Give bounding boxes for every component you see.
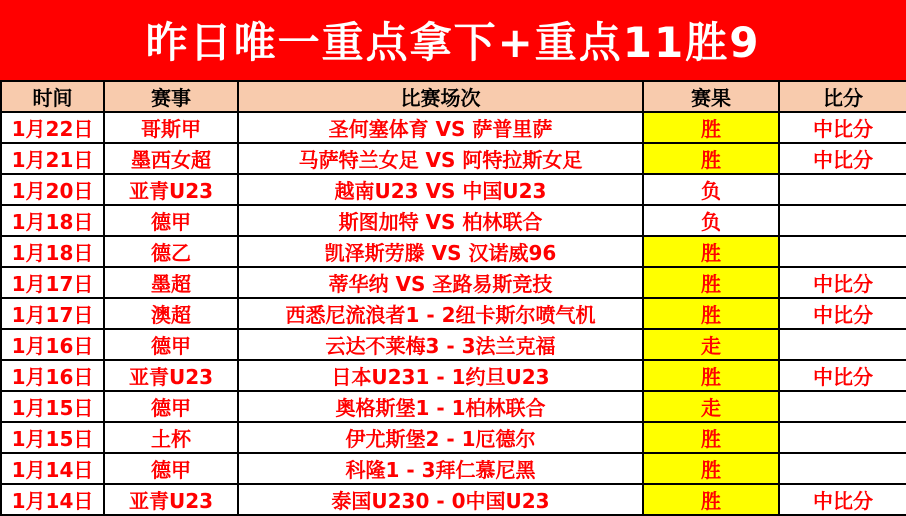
score-cell	[779, 174, 906, 205]
match-cell: 圣何塞体育 VS 萨普里萨	[238, 112, 643, 143]
header-time: 时间	[1, 81, 104, 112]
table-row	[1, 298, 906, 329]
result-cell: 负	[643, 174, 779, 205]
results-tbody	[1, 112, 906, 515]
result-cell: 胜	[643, 267, 779, 298]
league-cell: 亚青U23	[104, 484, 238, 515]
date-cell: 1月16日	[1, 329, 104, 360]
date-cell: 1月15日	[1, 422, 104, 453]
result-cell: 负	[643, 205, 779, 236]
date-cell: 1月15日	[1, 391, 104, 422]
match-cell: 斯图加特 VS 柏林联合	[238, 205, 643, 236]
score-cell	[779, 422, 906, 453]
date-cell: 1月22日	[1, 112, 104, 143]
table-row	[1, 267, 906, 298]
score-cell	[779, 453, 906, 484]
header-row	[1, 81, 906, 112]
date-cell: 1月17日	[1, 267, 104, 298]
league-cell: 土杯	[104, 422, 238, 453]
score-cell: 中比分	[779, 267, 906, 298]
result-cell: 走	[643, 391, 779, 422]
table-row	[1, 205, 906, 236]
score-cell: 中比分	[779, 298, 906, 329]
table-row	[1, 484, 906, 515]
date-cell: 1月14日	[1, 484, 104, 515]
score-cell: 中比分	[779, 360, 906, 391]
result-cell: 胜	[643, 112, 779, 143]
league-cell: 墨西女超	[104, 143, 238, 174]
league-cell: 墨超	[104, 267, 238, 298]
table-row	[1, 422, 906, 453]
table-row	[1, 143, 906, 174]
match-cell: 云达不莱梅3 - 3法兰克福	[238, 329, 643, 360]
date-cell: 1月17日	[1, 298, 104, 329]
result-cell: 胜	[643, 298, 779, 329]
table-row	[1, 391, 906, 422]
table-row	[1, 360, 906, 391]
league-cell: 澳超	[104, 298, 238, 329]
table-row	[1, 329, 906, 360]
score-cell	[779, 205, 906, 236]
result-cell: 胜	[643, 484, 779, 515]
match-cell: 蒂华纳 VS 圣路易斯竞技	[238, 267, 643, 298]
header-league: 赛事	[104, 81, 238, 112]
banner-title: 昨日唯一重点拿下+重点11胜9	[145, 18, 761, 67]
table-row	[1, 174, 906, 205]
match-cell: 日本U231 - 1约旦U23	[238, 360, 643, 391]
score-cell: 中比分	[779, 143, 906, 174]
league-cell: 德甲	[104, 205, 238, 236]
result-cell: 胜	[643, 143, 779, 174]
match-cell: 西悉尼流浪者1 - 2纽卡斯尔喷气机	[238, 298, 643, 329]
result-cell: 胜	[643, 360, 779, 391]
league-cell: 亚青U23	[104, 360, 238, 391]
table-row	[1, 236, 906, 267]
match-cell: 凯泽斯劳滕 VS 汉诺威96	[238, 236, 643, 267]
league-cell: 哥斯甲	[104, 112, 238, 143]
banner	[0, 0, 906, 80]
date-cell: 1月14日	[1, 453, 104, 484]
score-cell	[779, 329, 906, 360]
match-cell: 泰国U230 - 0中国U23	[238, 484, 643, 515]
league-cell: 亚青U23	[104, 174, 238, 205]
header-match: 比赛场次	[238, 81, 643, 112]
date-cell: 1月16日	[1, 360, 104, 391]
results-table	[0, 80, 906, 516]
result-cell: 胜	[643, 236, 779, 267]
match-cell: 科隆1 - 3拜仁慕尼黑	[238, 453, 643, 484]
header-score: 比分	[779, 81, 906, 112]
score-cell	[779, 391, 906, 422]
table-row	[1, 112, 906, 143]
result-cell: 胜	[643, 453, 779, 484]
match-cell: 马萨特兰女足 VS 阿特拉斯女足	[238, 143, 643, 174]
score-cell: 中比分	[779, 112, 906, 143]
date-cell: 1月18日	[1, 236, 104, 267]
result-cell: 走	[643, 329, 779, 360]
date-cell: 1月21日	[1, 143, 104, 174]
date-cell: 1月20日	[1, 174, 104, 205]
match-cell: 越南U23 VS 中国U23	[238, 174, 643, 205]
league-cell: 德甲	[104, 391, 238, 422]
match-cell: 伊尤斯堡2 - 1厄德尔	[238, 422, 643, 453]
header-result: 赛果	[643, 81, 779, 112]
league-cell: 德甲	[104, 329, 238, 360]
league-cell: 德甲	[104, 453, 238, 484]
table-row	[1, 453, 906, 484]
league-cell: 德乙	[104, 236, 238, 267]
score-cell	[779, 236, 906, 267]
date-cell: 1月18日	[1, 205, 104, 236]
score-cell: 中比分	[779, 484, 906, 515]
result-cell: 胜	[643, 422, 779, 453]
match-cell: 奥格斯堡1 - 1柏林联合	[238, 391, 643, 422]
